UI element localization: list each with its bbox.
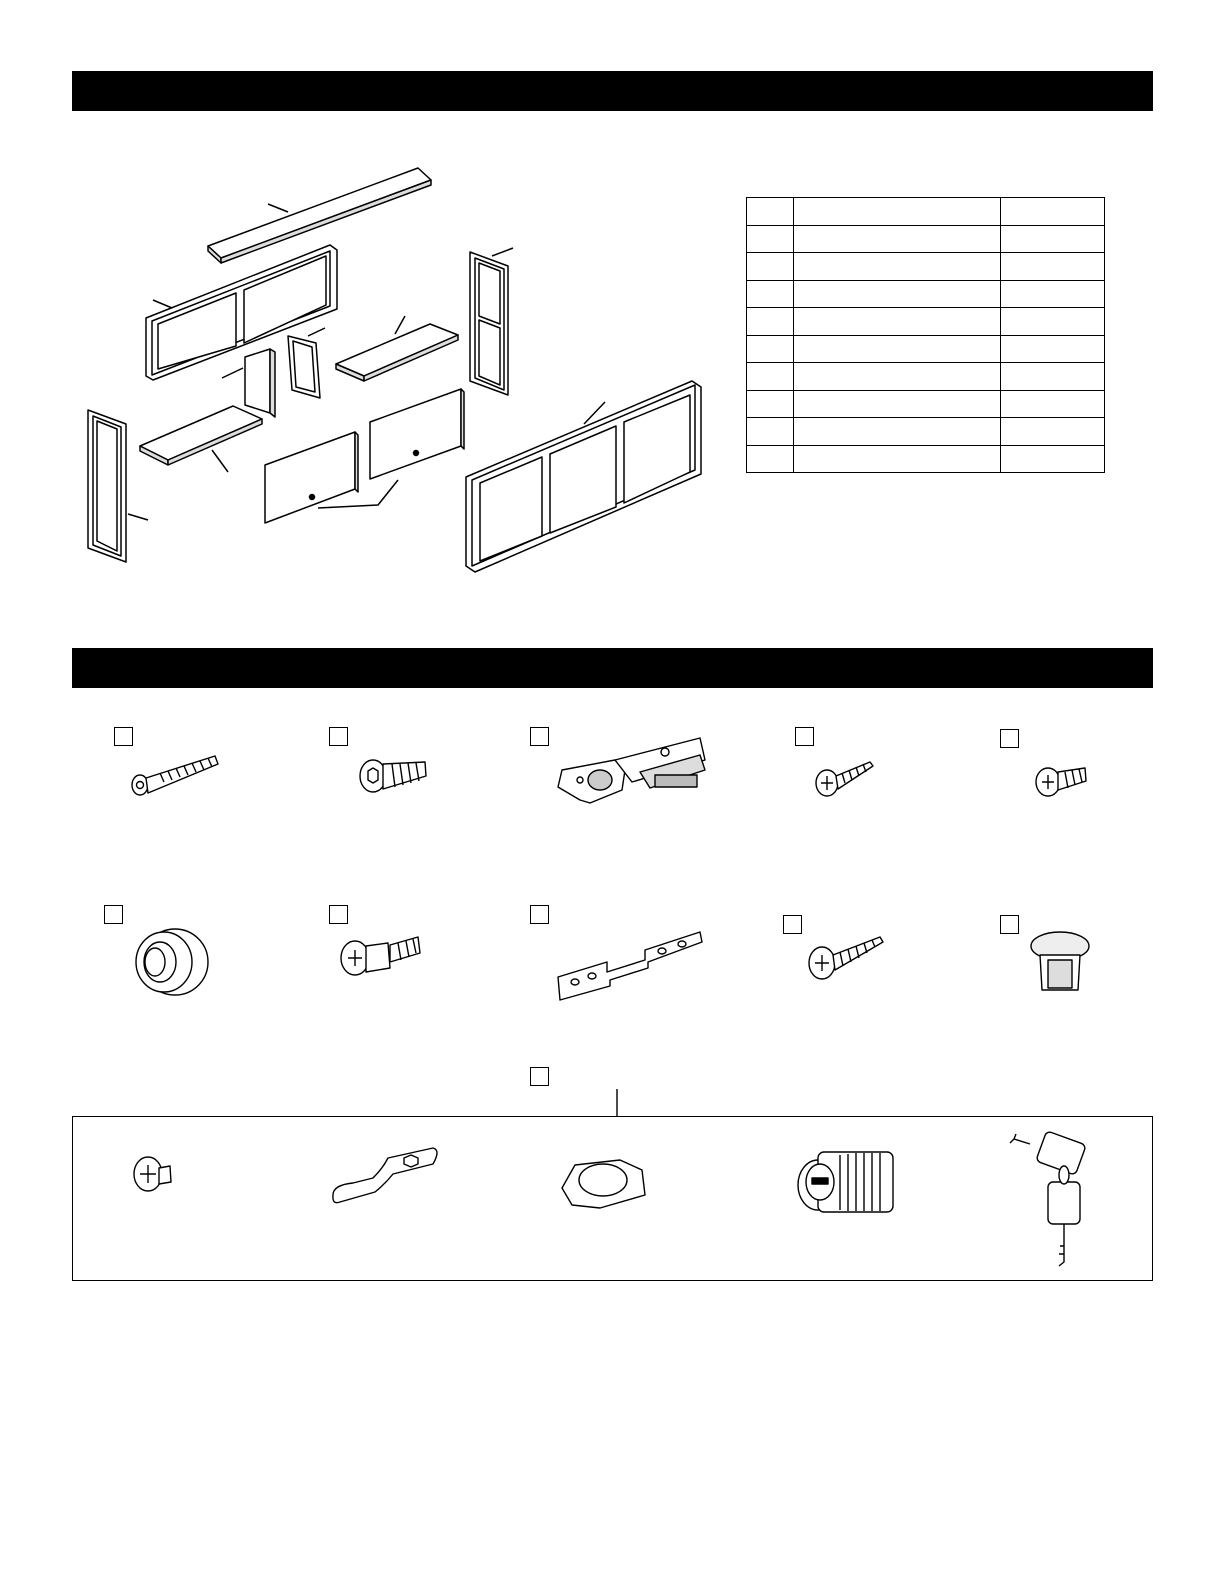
- lock-screw-icon: [134, 1157, 171, 1191]
- keys-icon: [1010, 1131, 1086, 1266]
- lock-cylinder-icon: [798, 1152, 893, 1212]
- hex-nut-icon: [562, 1160, 645, 1208]
- lock-cam-arm-icon: [333, 1148, 437, 1203]
